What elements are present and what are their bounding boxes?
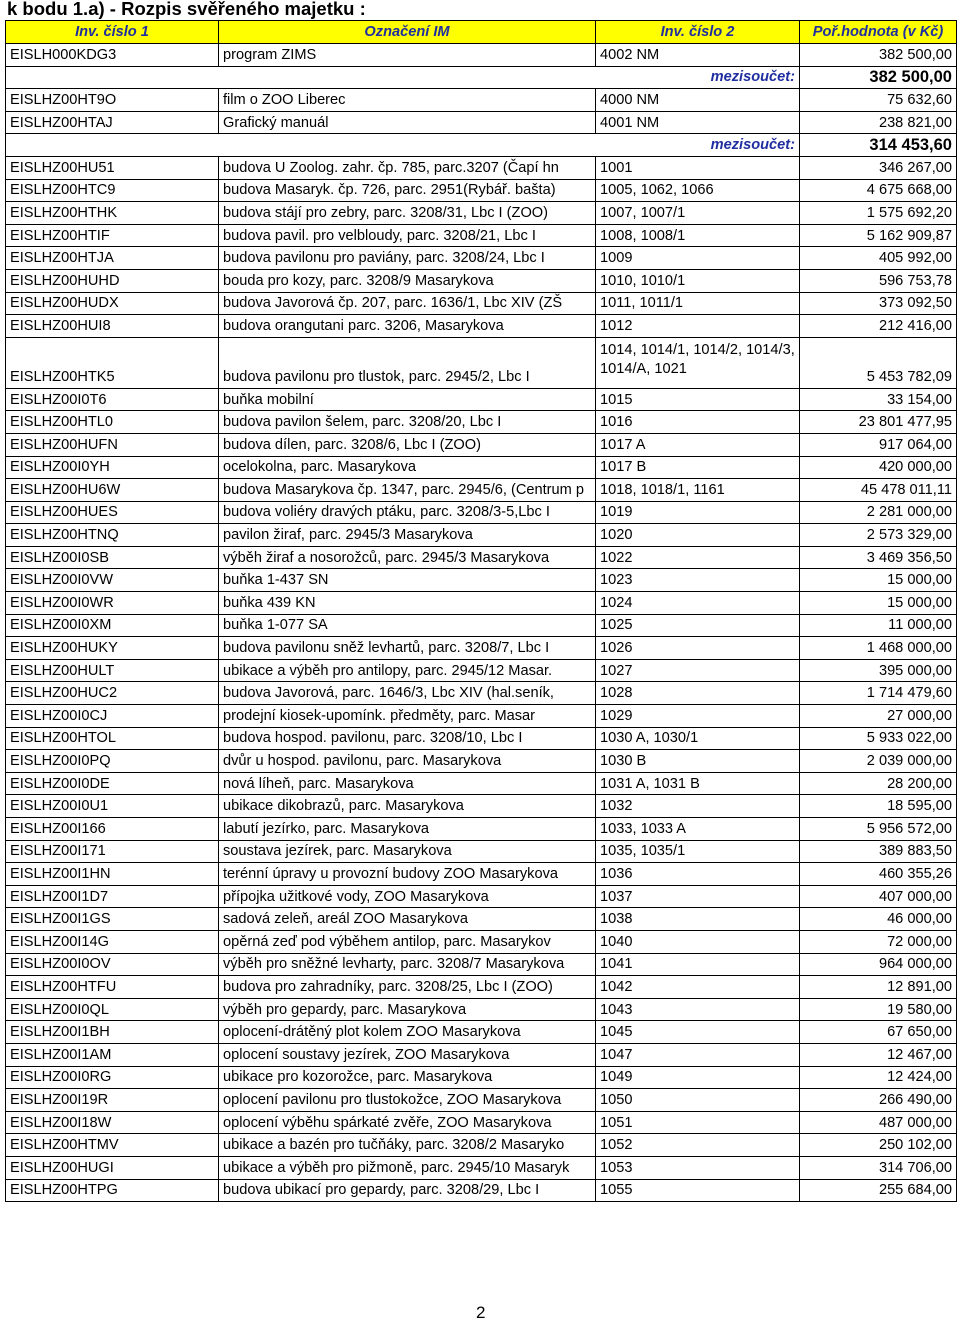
table-row: [6, 682, 957, 705]
table-row: [6, 1134, 957, 1157]
inv-cislo-2-cell: 1032: [596, 795, 800, 818]
inv-cislo-1-cell: EISLHZ00HTPG: [6, 1179, 219, 1202]
table-row: [6, 1179, 957, 1202]
oznaceni-im-cell: ubikace dikobrazů, parc. Masarykova: [219, 795, 596, 818]
inv-cislo-1-cell: EISLHZ00I0DE: [6, 772, 219, 795]
inv-cislo-1-cell: EISLHZ00HTIF: [6, 224, 219, 247]
inv-cislo-2-cell: 1024: [596, 592, 800, 615]
inv-cislo-1-cell: EISLHZ00I0VW: [6, 569, 219, 592]
inv-cislo-2-cell: 1005, 1062, 1066: [596, 179, 800, 202]
oznaceni-im-cell: budova orangutani parc. 3206, Masarykova: [219, 315, 596, 338]
table-row: [6, 727, 957, 750]
table-row: [6, 388, 957, 411]
inv-cislo-2-cell: 1018, 1018/1, 1161: [596, 479, 800, 502]
hodnota-cell: 2 281 000,00: [800, 501, 957, 524]
inv-cislo-1-cell: EISLHZ00I19R: [6, 1089, 219, 1112]
inv-cislo-1-cell: EISLHZ00HTNQ: [6, 524, 219, 547]
table-row: [6, 908, 957, 931]
oznaceni-im-cell: sadová zeleň, areál ZOO Masarykova: [219, 908, 596, 931]
table-row: [6, 998, 957, 1021]
table-row: [6, 750, 957, 773]
oznaceni-im-cell: program ZIMS: [219, 44, 596, 67]
hodnota-cell: 45 478 011,11: [800, 479, 957, 502]
oznaceni-im-cell: ocelokolna, parc. Masarykova: [219, 456, 596, 479]
inv-cislo-2-cell: 1053: [596, 1156, 800, 1179]
table-row: [6, 614, 957, 637]
inv-cislo-2-cell: 1011, 1011/1: [596, 292, 800, 315]
inv-cislo-2-cell: 1025: [596, 614, 800, 637]
hodnota-cell: 314 706,00: [800, 1156, 957, 1179]
hodnota-cell: 238 821,00: [800, 111, 957, 134]
inv-cislo-1-cell: EISLHZ00HTMV: [6, 1134, 219, 1157]
oznaceni-im-cell: oplocení pavilonu pro tlustokožce, ZOO Masarykova: [219, 1089, 596, 1112]
inv-cislo-1-cell: EISLHZ00I0U1: [6, 795, 219, 818]
inv-cislo-2-cell: 1035, 1035/1: [596, 840, 800, 863]
hodnota-cell: 5 933 022,00: [800, 727, 957, 750]
inv-cislo-1-cell: EISLHZ00HUES: [6, 501, 219, 524]
oznaceni-im-cell: soustava jezírek, parc. Masarykova: [219, 840, 596, 863]
table-row: [6, 269, 957, 292]
inv-cislo-2-cell: 1031 A, 1031 B: [596, 772, 800, 795]
oznaceni-im-cell: budova pavil. pro velbloudy, parc. 3208/21, Lbc I: [219, 224, 596, 247]
inv-cislo-1-cell: EISLHZ00I0YH: [6, 456, 219, 479]
inv-cislo-2-cell: 1017 B: [596, 456, 800, 479]
hodnota-cell: 15 000,00: [800, 592, 957, 615]
header-por-hodnota: Poř.hodnota (v Kč): [800, 21, 957, 44]
oznaceni-im-cell: budova U Zoolog. zahr. čp. 785, parc.3207 (Čapí hn: [219, 156, 596, 179]
inv-cislo-2-cell: 1022: [596, 546, 800, 569]
inv-cislo-2-cell: 1010, 1010/1: [596, 269, 800, 292]
inv-cislo-2-cell: 1017 A: [596, 433, 800, 456]
oznaceni-im-cell: budova hospod. pavilonu, parc. 3208/10, Lbc I: [219, 727, 596, 750]
oznaceni-im-cell: oplocení-drátěný plot kolem ZOO Masarykova: [219, 1021, 596, 1044]
oznaceni-im-cell: ubikace a výběh pro pižmoně, parc. 2945/10 Masaryk: [219, 1156, 596, 1179]
table-row: [6, 433, 957, 456]
subtotal-value: 382 500,00: [800, 66, 957, 89]
hodnota-cell: 460 355,26: [800, 863, 957, 886]
hodnota-cell: 12 424,00: [800, 1066, 957, 1089]
oznaceni-im-cell: oplocení soustavy jezírek, ZOO Masarykova: [219, 1043, 596, 1066]
inv-cislo-1-cell: EISLHZ00HTC9: [6, 179, 219, 202]
empty-cell: [219, 66, 596, 89]
oznaceni-im-cell: ubikace a bazén pro tučňáky, parc. 3208/2 Masaryko: [219, 1134, 596, 1157]
inv-cislo-1-cell: EISLHZ00HTAJ: [6, 111, 219, 134]
oznaceni-im-cell: budova Javorová čp. 207, parc. 1636/1, Lbc XIV (ZŠ: [219, 292, 596, 315]
inv-cislo-1-cell: EISLHZ00HUHD: [6, 269, 219, 292]
inv-cislo-2-cell: 1040: [596, 930, 800, 953]
table-row: [6, 1043, 957, 1066]
table-row: [6, 456, 957, 479]
hodnota-cell: 2 039 000,00: [800, 750, 957, 773]
inv-cislo-2-cell: 4002 NM: [596, 44, 800, 67]
table-row: [6, 479, 957, 502]
inv-cislo-2-cell: 1023: [596, 569, 800, 592]
inv-cislo-2-cell: 1027: [596, 659, 800, 682]
oznaceni-im-cell: budova ubikací pro gepardy, parc. 3208/29, Lbc I: [219, 1179, 596, 1202]
inv-cislo-1-cell: EISLHZ00I0T6: [6, 388, 219, 411]
hodnota-cell: 12 467,00: [800, 1043, 957, 1066]
table-row: [6, 772, 957, 795]
inv-cislo-2-cell: 1016: [596, 411, 800, 434]
inv-cislo-2-cell: 1036: [596, 863, 800, 886]
table-row: [6, 156, 957, 179]
oznaceni-im-cell: labutí jezírko, parc. Masarykova: [219, 818, 596, 841]
oznaceni-im-cell: budova dílen, parc. 3208/6, Lbc I (ZOO): [219, 433, 596, 456]
inv-cislo-1-cell: EISLHZ00HUKY: [6, 637, 219, 660]
oznaceni-im-cell: terénní úpravy u provozní budovy ZOO Masarykova: [219, 863, 596, 886]
inv-cislo-1-cell: EISLHZ00HUI8: [6, 315, 219, 338]
header-inv-cislo-2: Inv. číslo 2: [596, 21, 800, 44]
hodnota-cell: 250 102,00: [800, 1134, 957, 1157]
subtotal-row: [6, 66, 957, 89]
oznaceni-im-cell: výběh pro sněžné levharty, parc. 3208/7 Masarykova: [219, 953, 596, 976]
hodnota-cell: 596 753,78: [800, 269, 957, 292]
inv-cislo-2-cell: 1014, 1014/1, 1014/2, 1014/3, 1014/A, 1021: [596, 337, 800, 388]
inv-cislo-2-cell: 1042: [596, 976, 800, 999]
table-row: [6, 705, 957, 728]
table-row: [6, 592, 957, 615]
inv-cislo-1-cell: EISLHZ00HTHK: [6, 202, 219, 225]
inv-cislo-2-cell: 1029: [596, 705, 800, 728]
hodnota-cell: 28 200,00: [800, 772, 957, 795]
inv-cislo-1-cell: EISLHZ00HTK5: [6, 337, 219, 388]
hodnota-cell: 405 992,00: [800, 247, 957, 270]
hodnota-cell: 11 000,00: [800, 614, 957, 637]
oznaceni-im-cell: bouda pro kozy, parc. 3208/9 Masarykova: [219, 269, 596, 292]
table-row: [6, 89, 957, 112]
hodnota-cell: 5 956 572,00: [800, 818, 957, 841]
oznaceni-im-cell: buňka 1-437 SN: [219, 569, 596, 592]
inv-cislo-1-cell: EISLHZ00I0CJ: [6, 705, 219, 728]
table-row: [6, 1111, 957, 1134]
page-number: 2: [476, 1303, 486, 1322]
hodnota-cell: 46 000,00: [800, 908, 957, 931]
table-row: [6, 659, 957, 682]
hodnota-cell: 23 801 477,95: [800, 411, 957, 434]
inv-cislo-2-cell: 1033, 1033 A: [596, 818, 800, 841]
hodnota-cell: 420 000,00: [800, 456, 957, 479]
inv-cislo-2-cell: 1037: [596, 885, 800, 908]
hodnota-cell: 346 267,00: [800, 156, 957, 179]
inv-cislo-1-cell: EISLHZ00I171: [6, 840, 219, 863]
header-inv-cislo-1: Inv. číslo 1: [6, 21, 219, 44]
subtotal-row: [6, 134, 957, 157]
inv-cislo-2-cell: 4000 NM: [596, 89, 800, 112]
inv-cislo-2-cell: 1052: [596, 1134, 800, 1157]
oznaceni-im-cell: oplocení výběhu spárkaté zvěře, ZOO Masarykova: [219, 1111, 596, 1134]
inv-cislo-1-cell: EISLHZ00HUFN: [6, 433, 219, 456]
inv-cislo-1-cell: EISLHZ00I0WR: [6, 592, 219, 615]
table-row: [6, 1021, 957, 1044]
oznaceni-im-cell: opěrná zeď pod výběhem antilop, parc. Masarykov: [219, 930, 596, 953]
inv-cislo-1-cell: EISLHZ00I1GS: [6, 908, 219, 931]
inv-cislo-1-cell: EISLHZ00I1AM: [6, 1043, 219, 1066]
oznaceni-im-cell: budova pro zahradníky, parc. 3208/25, Lbc I (ZOO): [219, 976, 596, 999]
inv-cislo-2-cell: 1020: [596, 524, 800, 547]
subtotal-value: 314 453,60: [800, 134, 957, 157]
inv-cislo-2-cell: 1001: [596, 156, 800, 179]
table-row: [6, 337, 957, 388]
inv-cislo-2-cell: 1049: [596, 1066, 800, 1089]
inv-cislo-1-cell: EISLHZ00I1BH: [6, 1021, 219, 1044]
hodnota-cell: 964 000,00: [800, 953, 957, 976]
inv-cislo-1-cell: EISLH000KDG3: [6, 44, 219, 67]
hodnota-cell: 19 580,00: [800, 998, 957, 1021]
hodnota-cell: 1 714 479,60: [800, 682, 957, 705]
oznaceni-im-cell: budova Masaryk. čp. 726, parc. 2951(Rybář. bašta): [219, 179, 596, 202]
inv-cislo-1-cell: EISLHZ00I14G: [6, 930, 219, 953]
hodnota-cell: 1 468 000,00: [800, 637, 957, 660]
subtotal-label: mezisoučet:: [596, 66, 800, 89]
oznaceni-im-cell: výběh pro gepardy, parc. Masarykova: [219, 998, 596, 1021]
oznaceni-im-cell: budova Javorová, parc. 1646/3, Lbc XIV (hal.seník,: [219, 682, 596, 705]
oznaceni-im-cell: Grafický manuál: [219, 111, 596, 134]
hodnota-cell: 72 000,00: [800, 930, 957, 953]
oznaceni-im-cell: přípojka užitkové vody, ZOO Masarykova: [219, 885, 596, 908]
inv-cislo-1-cell: EISLHZ00I1D7: [6, 885, 219, 908]
table-row: [6, 885, 957, 908]
table-row: [6, 501, 957, 524]
oznaceni-im-cell: budova pavilon šelem, parc. 3208/20, Lbc I: [219, 411, 596, 434]
oznaceni-im-cell: výběh žiraf a nosorožců, parc. 2945/3 Masarykova: [219, 546, 596, 569]
inv-cislo-1-cell: EISLHZ00I166: [6, 818, 219, 841]
table-row: [6, 1066, 957, 1089]
hodnota-cell: 266 490,00: [800, 1089, 957, 1112]
subtotal-label: mezisoučet:: [596, 134, 800, 157]
table-row: [6, 292, 957, 315]
hodnota-cell: 2 573 329,00: [800, 524, 957, 547]
oznaceni-im-cell: ubikace a výběh pro antilopy, parc. 2945/12 Masar.: [219, 659, 596, 682]
oznaceni-im-cell: prodejní kiosek-upomínk. předměty, parc. Masar: [219, 705, 596, 728]
hodnota-cell: 3 469 356,50: [800, 546, 957, 569]
inv-cislo-2-cell: 1030 A, 1030/1: [596, 727, 800, 750]
inv-cislo-1-cell: EISLHZ00HTFU: [6, 976, 219, 999]
hodnota-cell: 18 595,00: [800, 795, 957, 818]
inv-cislo-2-cell: 1007, 1007/1: [596, 202, 800, 225]
inv-cislo-2-cell: 1019: [596, 501, 800, 524]
empty-cell: [6, 134, 219, 157]
table-row: [6, 44, 957, 67]
inv-cislo-2-cell: 1045: [596, 1021, 800, 1044]
table-row: [6, 953, 957, 976]
inv-cislo-2-cell: 4001 NM: [596, 111, 800, 134]
inv-cislo-1-cell: EISLHZ00I0PQ: [6, 750, 219, 773]
empty-cell: [219, 134, 596, 157]
inv-cislo-1-cell: EISLHZ00HU6W: [6, 479, 219, 502]
table-row: [6, 315, 957, 338]
inv-cislo-2-cell: 1008, 1008/1: [596, 224, 800, 247]
hodnota-cell: 67 650,00: [800, 1021, 957, 1044]
table-row: [6, 795, 957, 818]
table-row: [6, 247, 957, 270]
hodnota-cell: 33 154,00: [800, 388, 957, 411]
table-row: [6, 930, 957, 953]
table-row: [6, 1089, 957, 1112]
empty-cell: [6, 66, 219, 89]
inv-cislo-2-cell: 1028: [596, 682, 800, 705]
table-row: [6, 179, 957, 202]
inv-cislo-1-cell: EISLHZ00HUDX: [6, 292, 219, 315]
table-row: [6, 818, 957, 841]
inv-cislo-2-cell: 1030 B: [596, 750, 800, 773]
hodnota-cell: 75 632,60: [800, 89, 957, 112]
oznaceni-im-cell: pavilon žiraf, parc. 2945/3 Masarykova: [219, 524, 596, 547]
inv-cislo-1-cell: EISLHZ00HTOL: [6, 727, 219, 750]
inv-cislo-2-cell: 1041: [596, 953, 800, 976]
page-title: k bodu 1.a) - Rozpis svěřeného majetku :: [7, 0, 366, 19]
table-row: [6, 840, 957, 863]
table-row: [6, 224, 957, 247]
inv-cislo-1-cell: EISLHZ00I18W: [6, 1111, 219, 1134]
inv-cislo-1-cell: EISLHZ00HUGI: [6, 1156, 219, 1179]
oznaceni-im-cell: budova Masarykova čp. 1347, parc. 2945/6, (Centrum p: [219, 479, 596, 502]
hodnota-cell: 1 575 692,20: [800, 202, 957, 225]
oznaceni-im-cell: nová líheň, parc. Masarykova: [219, 772, 596, 795]
inv-cislo-1-cell: EISLHZ00I0XM: [6, 614, 219, 637]
table-row: [6, 637, 957, 660]
hodnota-cell: 15 000,00: [800, 569, 957, 592]
inv-cislo-2-cell: 1009: [596, 247, 800, 270]
inv-cislo-1-cell: EISLHZ00HTJA: [6, 247, 219, 270]
header-oznaceni-im: Označení IM: [219, 21, 596, 44]
inv-cislo-2-cell: 1026: [596, 637, 800, 660]
oznaceni-im-cell: film o ZOO Liberec: [219, 89, 596, 112]
table-row: [6, 1156, 957, 1179]
table-row: [6, 111, 957, 134]
hodnota-cell: 12 891,00: [800, 976, 957, 999]
inv-cislo-1-cell: EISLHZ00HU51: [6, 156, 219, 179]
hodnota-cell: 487 000,00: [800, 1111, 957, 1134]
oznaceni-im-cell: dvůr u hospod. pavilonu, parc. Masarykova: [219, 750, 596, 773]
hodnota-cell: 5 162 909,87: [800, 224, 957, 247]
hodnota-cell: 373 092,50: [800, 292, 957, 315]
inv-cislo-2-cell: 1038: [596, 908, 800, 931]
inv-cislo-1-cell: EISLHZ00I1HN: [6, 863, 219, 886]
hodnota-cell: 917 064,00: [800, 433, 957, 456]
hodnota-cell: 389 883,50: [800, 840, 957, 863]
inv-cislo-2-cell: 1050: [596, 1089, 800, 1112]
inv-cislo-1-cell: EISLHZ00HT9O: [6, 89, 219, 112]
hodnota-cell: 255 684,00: [800, 1179, 957, 1202]
inv-cislo-2-cell: 1015: [596, 388, 800, 411]
oznaceni-im-cell: buňka 439 KN: [219, 592, 596, 615]
table-row: [6, 546, 957, 569]
hodnota-cell: 212 416,00: [800, 315, 957, 338]
header-row: [6, 21, 957, 44]
hodnota-cell: 5 453 782,09: [800, 337, 957, 388]
table-row: [6, 569, 957, 592]
oznaceni-im-cell: budova pavilonu pro tlustok, parc. 2945/2, Lbc I: [219, 337, 596, 388]
inv-cislo-1-cell: EISLHZ00HUC2: [6, 682, 219, 705]
inv-cislo-2-cell: 1051: [596, 1111, 800, 1134]
hodnota-cell: 395 000,00: [800, 659, 957, 682]
hodnota-cell: 4 675 668,00: [800, 179, 957, 202]
hodnota-cell: 382 500,00: [800, 44, 957, 67]
inv-cislo-1-cell: EISLHZ00HTL0: [6, 411, 219, 434]
table-row: [6, 411, 957, 434]
inv-cislo-2-cell: 1043: [596, 998, 800, 1021]
inv-cislo-1-cell: EISLHZ00I0SB: [6, 546, 219, 569]
inv-cislo-1-cell: EISLHZ00I0OV: [6, 953, 219, 976]
table-row: [6, 524, 957, 547]
table-row: [6, 863, 957, 886]
inv-cislo-1-cell: EISLHZ00I0QL: [6, 998, 219, 1021]
oznaceni-im-cell: budova voliéry dravých ptáku, parc. 3208/3-5,Lbc I: [219, 501, 596, 524]
hodnota-cell: 27 000,00: [800, 705, 957, 728]
hodnota-cell: 407 000,00: [800, 885, 957, 908]
oznaceni-im-cell: budova pavilonu sněž levhartů, parc. 3208/7, Lbc I: [219, 637, 596, 660]
asset-table: [5, 20, 957, 1202]
oznaceni-im-cell: budova stájí pro zebry, parc. 3208/31, Lbc I (ZOO): [219, 202, 596, 225]
oznaceni-im-cell: budova pavilonu pro paviány, parc. 3208/24, Lbc I: [219, 247, 596, 270]
inv-cislo-2-cell: 1012: [596, 315, 800, 338]
table-row: [6, 976, 957, 999]
inv-cislo-2-cell: 1047: [596, 1043, 800, 1066]
inv-cislo-2-cell: 1055: [596, 1179, 800, 1202]
oznaceni-im-cell: ubikace pro kozorožce, parc. Masarykova: [219, 1066, 596, 1089]
oznaceni-im-cell: buňka mobilní: [219, 388, 596, 411]
inv-cislo-1-cell: EISLHZ00HULT: [6, 659, 219, 682]
oznaceni-im-cell: buňka 1-077 SA: [219, 614, 596, 637]
table-row: [6, 202, 957, 225]
inv-cislo-1-cell: EISLHZ00I0RG: [6, 1066, 219, 1089]
